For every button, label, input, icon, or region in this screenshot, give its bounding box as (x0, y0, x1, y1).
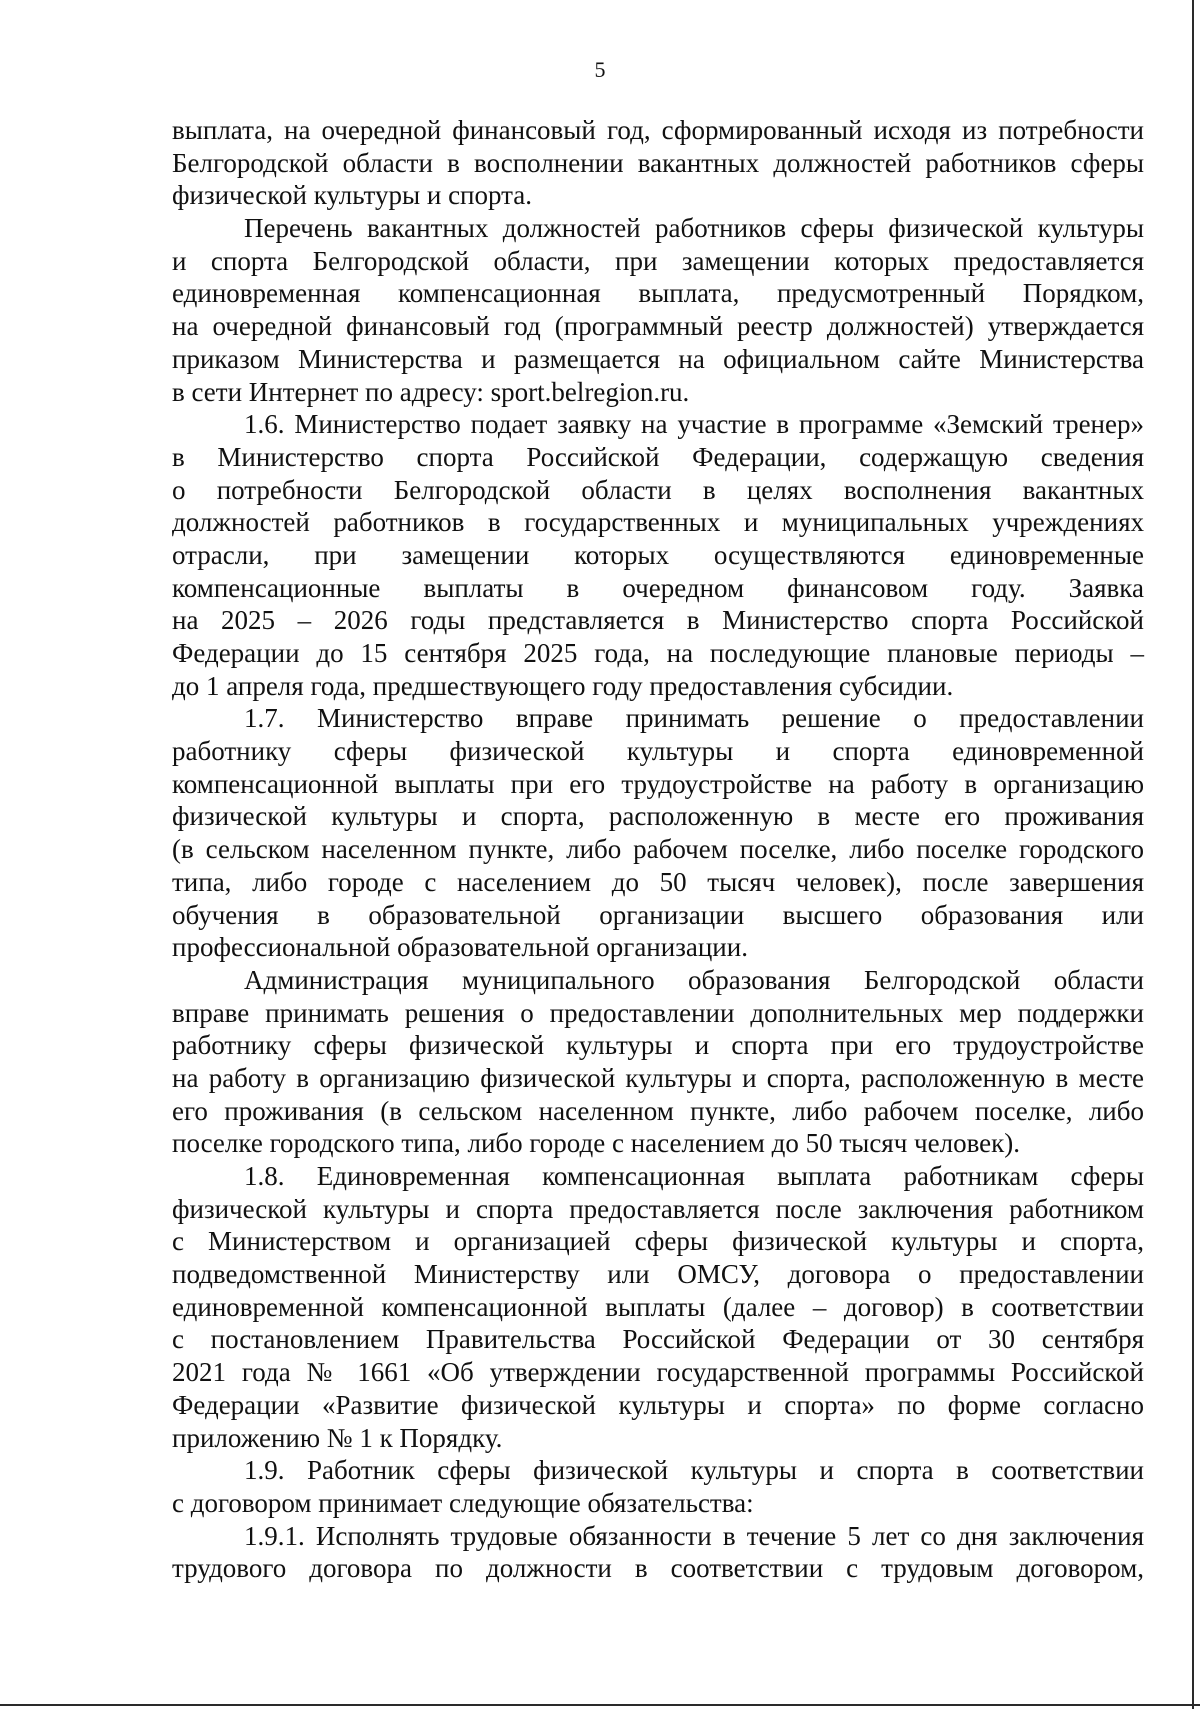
text-line: в сети Интернет по адресу: sport.belregion.ru. (172, 376, 690, 407)
text-line: компенсационной выплаты при его трудоустройстве на работу в организацию (172, 768, 1144, 799)
text-line: на 2025 – 2026 годы представляется в Министерство спорта Российской (172, 605, 1144, 636)
text-line: должностей работников в государственных и муниципальных учреждениях (172, 507, 1144, 538)
paragraph-1-6 (172, 408, 1144, 702)
paragraph-1-8 (172, 1160, 1144, 1454)
text-line: обучения в образовательной организации высшего образования или (172, 899, 1144, 930)
text-line: единовременной компенсационной выплаты (далее – договор) в соответствии (172, 1291, 1144, 1322)
text-line: в Министерство спорта Российской Федерации, содержащую сведения (172, 441, 1144, 472)
text-line: отрасли, при замещении которых осуществляются единовременные (172, 539, 1144, 570)
paragraph-1-7 (172, 702, 1144, 964)
paragraph-vacancy-list (172, 212, 1144, 408)
text-line: с постановлением Правительства Российской Федерации от 30 сентября (172, 1324, 1144, 1355)
text-line: типа, либо городе с населением до 50 тысяч человек), после завершения (172, 866, 1144, 897)
text-line: Федерации «Развитие физической культуры и спорта» по форме согласно (172, 1389, 1144, 1420)
text-line: физической культуры и спорта предоставляется после заключения работником (172, 1193, 1144, 1224)
paragraph-1-9 (172, 1454, 1144, 1519)
text-line: 1.8. Единовременная компенсационная выплата работникам сферы (244, 1161, 1144, 1191)
text-line: Перечень вакантных должностей работников сферы физической культуры (244, 213, 1144, 244)
text-line: подведомственной Министерству или ОМСУ, договора о предоставлении (172, 1259, 1144, 1290)
text-line: 2021 года № 1661 «Об утверждении государственной программы Российской (172, 1357, 1144, 1388)
paragraph-1-9-1 (172, 1520, 1144, 1585)
text-line: и спорта Белгородской области, при замещении которых предоставляется (172, 245, 1144, 276)
text-line: с договором принимает следующие обязательства: (172, 1487, 754, 1518)
text-line: с Министерством и организацией сферы физической культуры и спорта, (172, 1226, 1144, 1257)
text-line: на очередной финансовый год (программный реестр должностей) утверждается (172, 311, 1144, 342)
text-line: 1.9.1. Исполнять трудовые обязанности в течение 5 лет со дня заключения (244, 1520, 1144, 1551)
text-line: вправе принимать решения о предоставлении дополнительных мер поддержки (172, 997, 1144, 1028)
text-line: о потребности Белгородской области в целях восполнения вакантных (172, 474, 1144, 505)
text-line: приказом Министерства и размещается на официальном сайте Министерства (172, 343, 1144, 374)
paragraph-municipal-administration (172, 964, 1144, 1160)
text-line: 1.9. Работник сферы физической культуры и спорта в соответствии (244, 1455, 1144, 1486)
text-line: физической культуры и спорта, расположенную в месте его проживания (172, 801, 1144, 832)
scan-edge-right (1192, 0, 1194, 1709)
scan-edge-bottom (0, 1704, 1200, 1706)
text-line: работнику сферы физической культуры и спорта единовременной (172, 736, 1144, 767)
text-line: Белгородской области в восполнении вакантных должностей работников сферы (172, 147, 1144, 178)
text-line: 1.7. Министерство вправе принимать решение о предоставлении (244, 703, 1144, 734)
text-line: единовременная компенсационная выплата, предусмотренный Порядком, (172, 278, 1144, 309)
text-line: трудового договора по должности в соответствии с трудовым договором, (172, 1553, 1144, 1584)
text-line: компенсационные выплаты в очередном финансовом году. Заявка (172, 572, 1144, 603)
text-line: до 1 апреля года, предшествующего году предоставления субсидии. (172, 670, 954, 701)
page-number: 5 (594, 57, 606, 82)
text-line: профессиональной образовательной организации. (172, 932, 748, 963)
text-line: Федерации до 15 сентября 2025 года, на последующие плановые периоды – (172, 638, 1144, 668)
text-line: работнику сферы физической культуры и спорта при его трудоустройстве (172, 1030, 1144, 1061)
text-line: выплата, на очередной финансовый год, сформированный исходя из потребности (172, 115, 1144, 145)
text-line: 1.6. Министерство подает заявку на участие в программе «Земский тренер» (244, 409, 1144, 440)
text-line: его проживания (в сельском населенном пункте, либо рабочем поселке, либо (172, 1095, 1144, 1126)
text-line: Администрация муниципального образования Белгородской области (244, 964, 1144, 995)
text-line: приложению № 1 к Порядку. (172, 1422, 503, 1453)
text-line: (в сельском населенном пункте, либо рабочем поселке, либо поселке городского (172, 834, 1144, 865)
paragraph-continuation (172, 114, 1144, 212)
text-line: на работу в организацию физической культуры и спорта, расположенную в месте (172, 1062, 1144, 1093)
document-body (172, 114, 1144, 1585)
text-line: физической культуры и спорта. (172, 180, 533, 211)
text-line: поселке городского типа, либо городе с населением до 50 тысяч человек). (172, 1128, 1021, 1159)
